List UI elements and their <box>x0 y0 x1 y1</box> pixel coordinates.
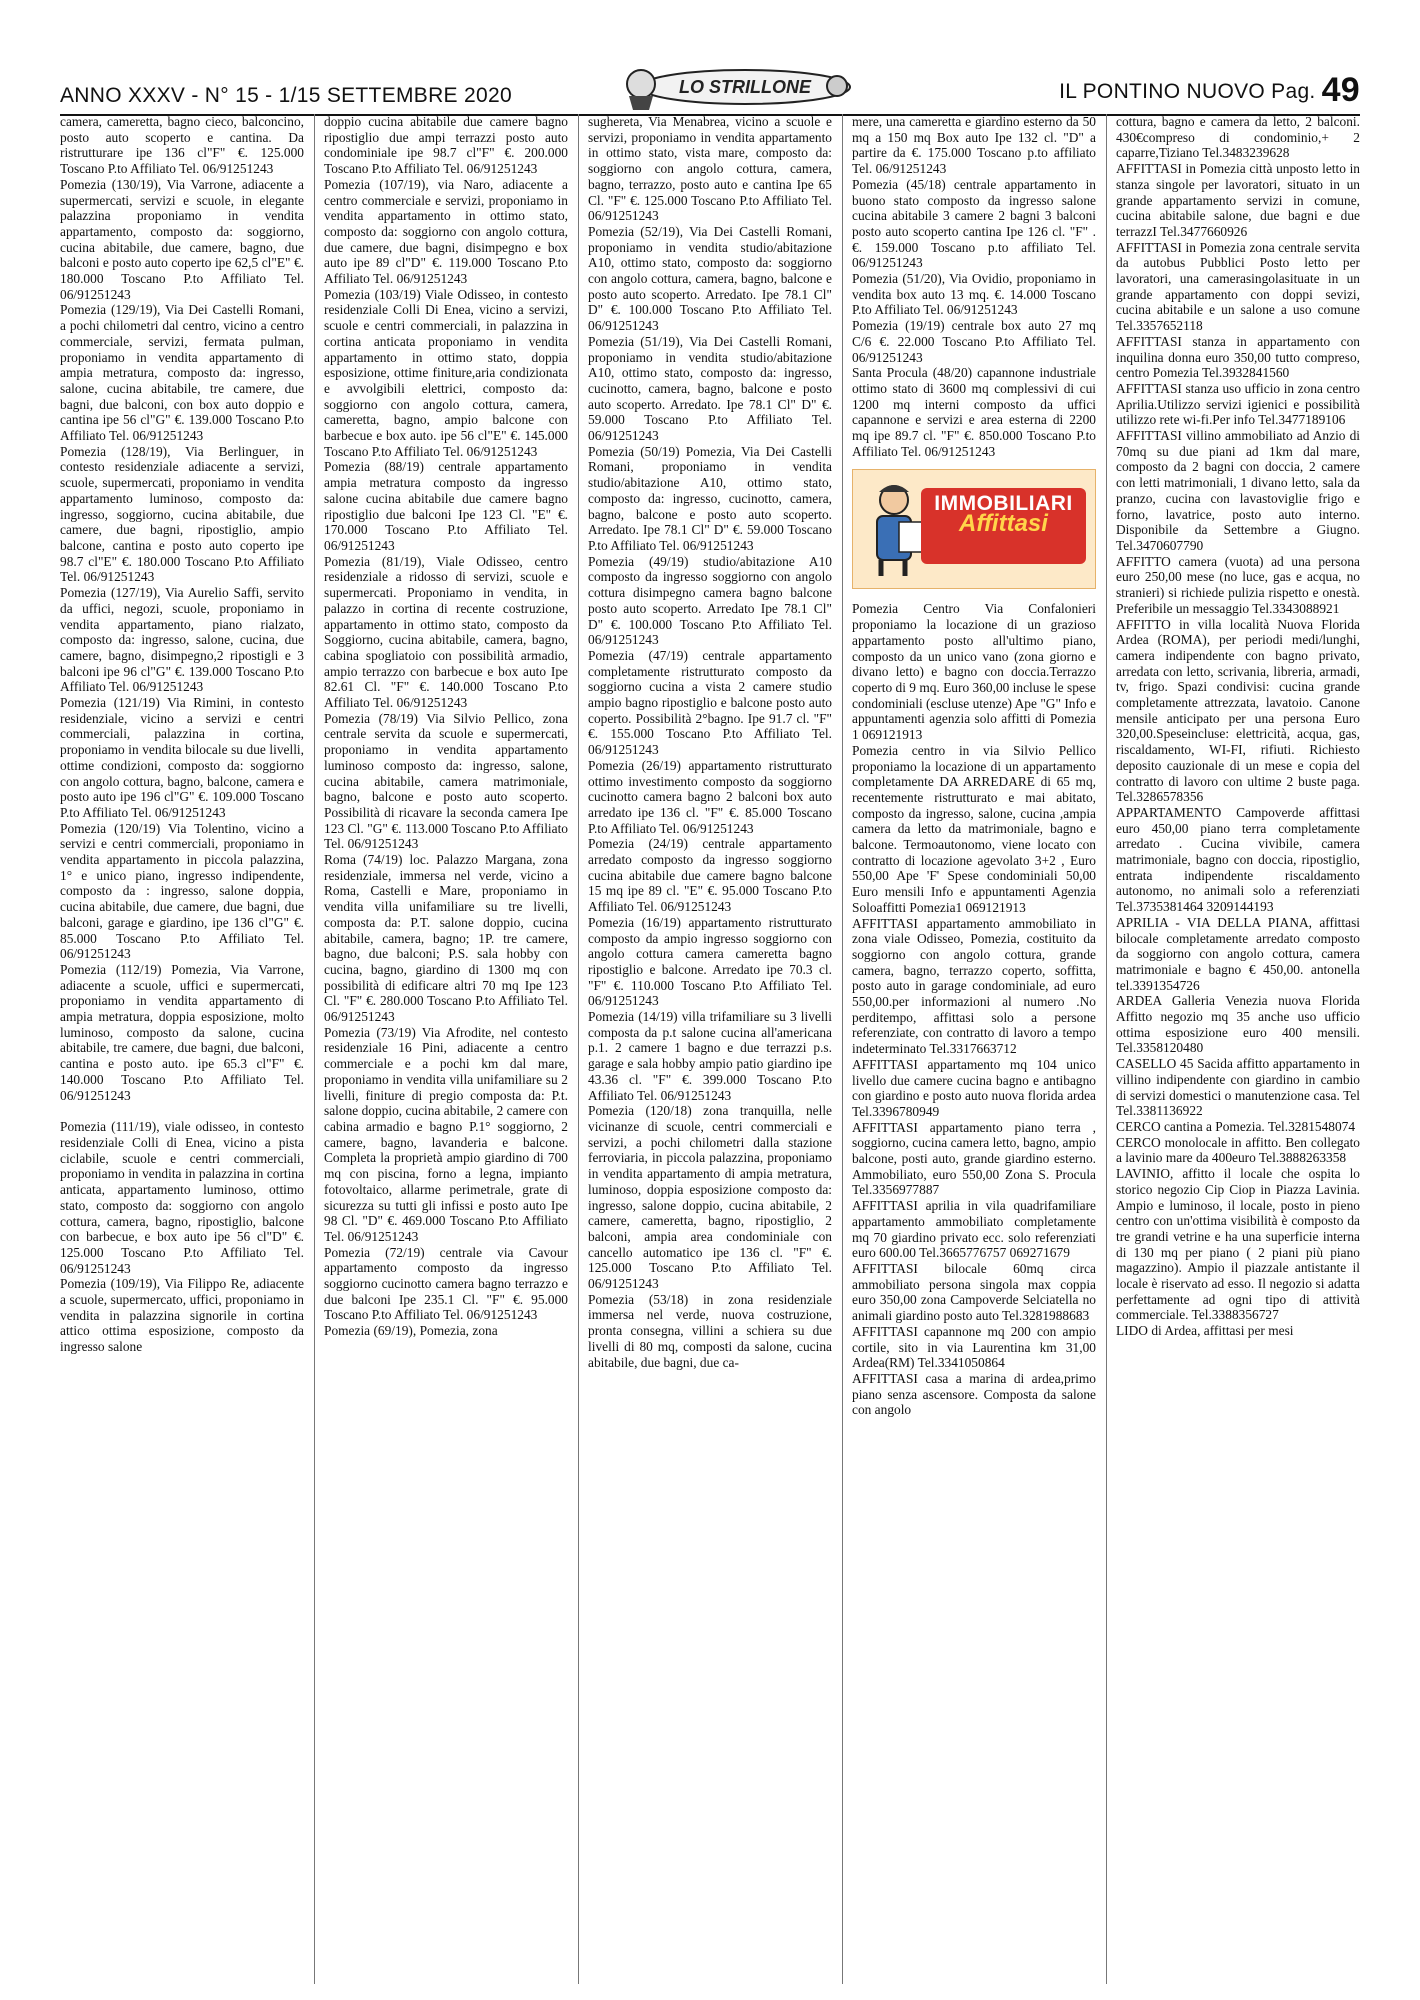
column-divider <box>578 114 579 1984</box>
classified-ad: camera, cameretta, bagno cieco, balconcino, posto auto scoperto e cantina. Da ristrutturare ipe 136 cl"F" €. 125.000 Toscano P.to Affiliato Tel. 06/91251243 <box>60 114 304 177</box>
classified-ad: Pomezia (45/18) centrale appartamento in buono stato composto da ingresso salone cucina abitabile 3 camere 2 bagni 3 balconi posto auto scoperto cantina Ipe 126 cl. "F" .€. 159.000 Toscano p.to affiliato Tel. 06/91251243 <box>852 176 1096 271</box>
classifieds-body <box>60 114 1360 1990</box>
classified-ad: Pomezia (52/19), Via Dei Castelli Romani, proponiamo in vendita studio/abitazione A10, ottimo stato, composto da: soggiorno con angolo cottura, camera, bagno, balcone e posto auto scoperto. Arredato. Ipe 78.1 Cl" D" €. 100.000 Toscano P.to Affiliato Tel. 06/91251243 <box>588 223 832 334</box>
classified-ad: Pomezia (72/19) centrale via Cavour appartamento composto da ingresso soggiorno cucinotto camera bagno terrazzo e due balconi Ipe 235.1 Cl. "F" €. 95.000 Toscano P.to Affiliato Tel. 06/91251243 <box>324 1244 568 1323</box>
classified-ad: Pomezia (49/19) studio/abitazione A10 composto da ingresso soggiorno con angolo cottura disimpegno camera bagno balcone posto auto scoperto. Arredato Ipe 78.1 Cl" D" €. 100.000 Toscano P.to Affiliato Tel. 06/91251243 <box>588 553 832 648</box>
column-divider <box>1106 114 1107 1984</box>
banner-line2: Affittasi <box>959 510 1048 538</box>
classified-ad: Pomezia (73/19) Via Afrodite, nel contesto residenziale 16 Pini, adiacente a centro commerciale e a pochi km dal mare, proponiamo in vendita villa unifamiliare su 2 livelli, finiture di pregio composta da: P.t. salone doppio, cucina abitabile, 2 camere con cabina armadio e bagno P.1° soggiorno, 2 camere, bagno, lavanderia e balcone. Completa la proprietà ampio giardino di 700 mq con piscina, forno a legna, impianto fotovoltaico, allarme perimetrale, grate di sicurezza su tutti gli infissi e posto auto Ipe 98 Cl. "D" €. 469.000 Toscano P.to Affiliato Tel. 06/91251243 <box>324 1024 568 1244</box>
classified-ad: Pomezia (107/19), via Naro, adiacente a centro commerciale e servizi, proponiamo in vendita appartamento in ottimo stato, composto da: soggiorno con angolo cottura, due camere, due bagni, disimpegno e box auto ipe 89 cl"D" €. 119.000 Toscano P.to Affiliato Tel. 06/91251243 <box>324 176 568 287</box>
classified-ad: Pomezia (112/19) Pomezia, Via Varrone, adiacente a scuole, uffici e supermercati, proponiamo in vendita appartamento di ampia metratura, doppia esposizione, molto luminoso, composto da salone, cucina abitabile, tre camere, due bagni, due balconi, cantina e posto auto. ipe 65.3 cl"F" €. 140.000 Toscano P.to Affiliato Tel. 06/91251243 <box>60 961 304 1103</box>
classified-ad: cottura, bagno e camera da letto, 2 balconi. 430€compreso di condominio,+ 2 caparre,Tiziano Tel.3483239628 <box>1116 114 1360 161</box>
classified-ad: Pomezia (53/18) in zona residenziale immersa nel verde, nuova costruzione, pronta consegna, villini a schiera su due livelli di 80 mq, composti da salone, cucina abitabile, due bagni, due ca- <box>588 1291 832 1370</box>
classified-ad: Pomezia (16/19) appartamento ristrutturato composto da ampio ingresso soggiorno con angolo cottura camera cameretta bagno ripostiglio e balcone. Arredato ipe 70.3 cl. "F" €. 110.000 Toscano P.to Affiliato Tel. 06/91251243 <box>588 914 832 1009</box>
classified-ad: Santa Procula (48/20) capannone industriale ottimo stato di 3600 mq complessivi di cui 1200 mq interni composto da uffici capannone e servizi e area esterna di 2200 mq ipe 89.7 cl. "F" €. 850.000 Toscano P.to Affiliato Tel. 06/91251243 <box>852 365 1096 459</box>
classified-ad: LAVINIO, affitto il locale che ospita lo storico negozio Cip Ciop in Piazza Lavinia. Ampio e luminoso, il locale, posto in pieno centro con un'ottima visibilità è composto da tre grandi vetrine e ha una superficie interna di 130 mq per piano ( 2 piani più piano magazzino). Ampio il piazzale antistante il locale è riservato ad esso. Il negozio si adatta perfettamente ad ogni tipo di attività commerciale. Tel.3388356727 <box>1116 1166 1360 1323</box>
classified-ad: AFFITTASI appartamento mq 104 unico livello due camere cucina bagno e antibagno con giardino e posto auto nuova florida ardea Tel.3396780949 <box>852 1056 1096 1119</box>
svg-text:LO STRILLONE: LO STRILLONE <box>679 77 811 97</box>
column-divider <box>842 114 843 1984</box>
classified-ad: CASELLO 45 Sacida affitto appartamento in villino indipendente con giardino in cambio di servizi domestici o manutenzione casa. Tel Tel.3381136922 <box>1116 1056 1360 1119</box>
classified-ad: Pomezia (111/19), viale odisseo, in contesto residenziale Colli di Enea, vicino a pista ciclabile, scuole e centri commerciali, proponiamo in vendita in palazzina in cortina anticata, appartamento luminoso, ottimo stato, composto da: soggiorno con angolo cottura, camera, bagno, ripostiglio, balcone con barbecue, e box auto ipe 56 cl"D" €. 125.000 Toscano P.to Affiliato Tel. 06/91251243 <box>60 1119 304 1276</box>
classified-ad: Pomezia (120/18) zona tranquilla, nelle vicinanze di scuole, centri commerciali e servizi, a pochi chilometri dalla stazione ferroviaria, in piccola palazzina, proponiamo in vendita appartamento di ampia metratura, luminoso, doppia esposizione composto da: ingresso, salone doppio, cucina abitabile, 2 camere, cameretta, bagno, ripostiglio, 2 balconi, ampia area condominiale con cancello automatico ipe 136 cl. "F" €. 125.000 Toscano P.to Affiliato Tel. 06/91251243 <box>588 1103 832 1292</box>
classified-ad: ARDEA Galleria Venezia nuova Florida Affitto negozio mq 35 anche uso ufficio ottima esposizione euro 400 mensili. Tel.3358120480 <box>1116 993 1360 1056</box>
classified-ad: AFFITTASI in Pomezia zona centrale servita da autobus Pubblici Posto letto per lavoratori, una camerasingolasituate in un grande appartamento con doppi sevizi, cucina abitabile e un salone a uso comune Tel.3357652118 <box>1116 239 1360 334</box>
classified-ad: Pomezia (24/19) centrale appartamento arredato composto da ingresso soggiorno cucina abitabile due camere bagno balcone 15 mq ipe 89 cl. "E" €. 95.000 Toscano P.to Affiliato Tel. 06/91251243 <box>588 836 832 915</box>
classified-ad: AFFITTASI capannone mq 200 con ampio cortile, sito in via Laurentina km 31,00 Ardea(RM) Tel.3341050864 <box>852 1323 1096 1371</box>
classified-ad: AFFITTASI aprilia in vila quadrifamiliare appartamento ammobiliato completamente mq 70 giardino privato ecc. solo referenziati euro 600.00 Tel.3665776757 069271679 <box>852 1198 1096 1261</box>
classified-ad: Roma (74/19) loc. Palazzo Margana, zona residenziale, immersa nel verde, vicino a Roma, Castelli e Mare, proponiamo in vendita villa unifamiliare su tre livelli, composta da: P.T. salone doppio, cucina abitabile, camera, bagno; 1P. tre camere, bagno, due balconi; P.S. sala hobby con cucina, bagno, giardino di 1300 mq con possibilità di edificare altri 70 mq Ipe 123 Cl. "F" €. 280.000 Toscano P.to Affiliato Tel. 06/91251243 <box>324 852 568 1025</box>
strillone-logo-icon <box>615 60 855 112</box>
classified-ad: LIDO di Ardea, affittasi per mesi <box>1116 1323 1294 1339</box>
classified-ad: Pomezia (109/19), Via Filippo Re, adiacente a scuole, supermercato, uffici, proponiamo in vendita in palazzina signorile in cortina attico ottima esposizione, composto da ingresso salone <box>60 1276 304 1355</box>
classified-ad: Pomezia (121/19) Via Rimini, in contesto residenziale, vicino a servizi e centri commerciali, palazzina in cortina, proponiamo in vendita bilocale su due livelli, ottime condizioni, composto da: soggiorno con angolo cottura, bagno, balcone, camera e posto auto ipe 196 cl"G" €. 109.000 Toscano P.to Affiliato Tel. 06/91251243 <box>60 695 304 820</box>
classified-ad: APPARTAMENTO Campoverde affittasi euro 450,00 piano terra completamente arredato . Cucina vivibile, camera matrimoniale, bagno con doccia, ripostiglio, entrata indipendente riscaldamento autonomo, no animali solo a referenziati Tel.3735381464 3209144193 <box>1116 804 1360 915</box>
classified-ad: Pomezia (69/19), Pomezia, zona <box>324 1323 498 1339</box>
classified-ad: AFFITTASI stanza in appartamento con inquilina donna euro 350,00 tutto compreso, centro Pomezia Tel.3932841560 <box>1116 333 1360 381</box>
classified-ad: Pomezia (127/19), Via Aurelio Saffi, servito da uffici, negozi, scuole, proponiamo in vendita appartamento, piano rialzato, composto da: ingresso, salone, cucina, due camere, bagno, disimpegno,2 ripostigli e 3 balconi ipe 96 cl"G" €. 139.000 Toscano P.to Affiliato Tel. 06/91251243 <box>60 585 304 695</box>
classified-ad: Pomezia (51/20), Via Ovidio, proponiamo in vendita box auto 13 mq. €. 14.000 Toscano P.to Affiliato Tel. 06/91251243 <box>852 271 1096 318</box>
classified-ad: AFFITTASI casa a marina di ardea,primo piano senza ascensore. Composta da salone con angolo <box>852 1370 1096 1418</box>
classified-ad: Pomezia (128/19), Via Berlinguer, in contesto residenziale adiacente a servizi, scuole, supermercati, proponiamo in vendita appartamento luminoso, composto da: ingresso, soggiorno, cucina abitabile, due camere, due bagni, ripostiglio, ampio balcone, cantina e posto auto coperto ipe 98.7 cl"E" €. 180.000 Toscano P.to Affiliato Tel. 06/91251243 <box>60 443 304 585</box>
classified-ad: AFFITTO in villa località Nuova Florida Ardea (ROMA), per periodi medi/lunghi, camera indipendente con bagno privato, arredata con letto, scrivania, libreria, armadi, tv, frigo. Spazi condivisi: cucina grande completamente attrezzata, lavatoio. Canone mensile anticipato per una persona Euro 320,00.Speseincluse: elettricità, acqua, gas, riscaldamento, WI-FI, rifiuti. Richiesto deposito cauzionale di un mese e copia del contratto di lavoro con ultime 2 buste paga. Tel.3286578356 <box>1116 616 1360 805</box>
classified-ad: Pomezia (47/19) centrale appartamento completamente ristrutturato composto da soggiorno cucina a vista 2 camere studio ampio bagno ripostiglio e balcone posto auto coperto. Possibilità 2°bagno. Ipe 91.7 cl. "F" €. 155.000 Toscano P.to Affiliato Tel. 06/91251243 <box>588 647 832 758</box>
page-number: 49 <box>1321 71 1360 109</box>
classified-ad: Pomezia (78/19) Via Silvio Pellico, zona centrale servita da scuole e supermercati, proponiamo in vendita appartamento luminoso composto da: ingresso, salone, cucina abitabile, camera matrimoniale, bagno, balcone e posto auto scoperto. Possibilità di ricavare la seconda camera Ipe 123 Cl. "G" €. 113.000 Toscano P.to Affiliato Tel. 06/91251243 <box>324 710 568 852</box>
column-1 <box>60 114 304 1984</box>
classified-ad: Pomezia (88/19) centrale appartamento ampia metratura composto da ingresso salone cucina abitabile due camere bagno ripostiglio due balconi Ipe 123 Cl. "E" €. 170.000 Toscano P.to Affiliato Tel. 06/91251243 <box>324 459 568 553</box>
classified-ad: Pomezia (129/19), Via Dei Castelli Romani, a pochi chilometri dal centro, vicino a centro commerciale, servizi, fermata pulman, proponiamo in vendita appartamento di ampia metratura, composto da: ingresso, salone, cucina abitabile, tre camere, due bagni, due balconi, con box auto doppio e cantina ipe 56 cl"G" €. 139.000 Toscano P.to Affiliato Tel. 06/91251243 <box>60 302 304 444</box>
classified-ad: Pomezia (50/19) Pomezia, Via Dei Castelli Romani, proponiamo in vendita studio/abitazione A10, ottimo stato, composto da: ingresso, cucinotto, camera, bagno, balcone e posto auto scoperto. Arredato. Ipe 78.1 Cl" D" €. 59.000 Toscano P.to Affiliato Tel. 06/91251243 <box>588 443 832 553</box>
classified-ad: AFFITTASI stanza uso ufficio in zona centro Aprilia.Utilizzo servizi igienici e possibilità utilizzo rete wi-fi.Per info Tel.3477189106 <box>1116 380 1360 428</box>
classified-ad: Pomezia (81/19), Viale Odisseo, centro residenziale a ridosso di servizi, scuole e supermercati. Proponiamo in vendita, in palazzo in cortina di recente costruzione, appartamento in ottimo stato, composto da Soggiorno, cucina abitabile, camera, bagno, cabina spogliatoio con possibilità armadio, ampio terrazzo con barbecue e box auto Ipe 82.61 Cl. "F" €. 140.000 Toscano P.to Affiliato Tel. 06/91251243 <box>324 553 568 711</box>
newsboy-icon <box>859 478 929 578</box>
column-3 <box>588 114 832 1984</box>
classified-ad: AFFITTASI in Pomezia città unposto letto in stanza singole per lavoratori, situato in un grande appartamento servizi in comune, cucina abitabile salone, due bagni e due terrazzI Tel.3477660926 <box>1116 161 1360 239</box>
classified-ad: AFFITTASI appartamento ammobiliato in zona viale Odisseo, Pomezia, costituito da soggiorno con angolo cottura, grande camera, bagno, terrazzo coperto, soffitta, posto auto in garage condominiale, ad euro 550,00.per informazioni al numero .No perditempo, affittasi solo a persone referenziate, con contratto di lavoro a tempo indeterminato Tel.3317663712 <box>852 915 1096 1057</box>
classified-ad: AFFITTASI bilocale 60mq circa ammobiliato persona singola max coppia euro 350,00 zona Campoverde Selciatella no animali giardino posto auto Tel.3281988683 <box>852 1261 1096 1324</box>
classified-ad: Pomezia (19/19) centrale box auto 27 mq C/6 €. 22.000 Toscano P.to Affiliato Tel. 06/91251243 <box>852 318 1096 365</box>
column-5 <box>1116 114 1360 1984</box>
classified-ad: Pomezia (120/19) Via Tolentino, vicino a servizi e centri commerciali, proponiamo in vendita appartamento in piccola palazzina, 1° e unico piano, ingresso indipendente, composto da : ingresso, salone doppia, cucina abitabile, due camere, due bagni, due balconi, garage e giardino, ipe 136 cl"G" €. 85.000 Toscano P.to Affiliato Tel. 06/91251243 <box>60 820 304 962</box>
banner-line1: IMMOBILIARI <box>934 492 1073 516</box>
classified-ad: APRILIA - VIA DELLA PIANA, affittasi bilocale completamente arredato composto da soggiorno con angolo cottura, camera matrimoniale e bagno € 450,00. antonella tel.3391354726 <box>1116 914 1360 993</box>
masthead-title: IL PONTINO NUOVO Pag. <box>1059 80 1316 103</box>
classified-ad: CERCO cantina a Pomezia. Tel.3281548074 <box>1116 1119 1356 1134</box>
column-2 <box>324 114 568 1984</box>
classified-ad: Pomezia (51/19), Via Dei Castelli Romani, proponiamo in vendita studio/abitazione A10, ottimo stato, composto da: ingresso, cucinotto, camera, bagno, balcone e posto auto scoperto. Arredato. Ipe 78.1 Cl" D" €. 59.000 Toscano P.to Affiliato Tel. 06/91251243 <box>588 333 832 444</box>
classified-ad: Pomezia (14/19) villa trifamiliare su 3 livelli composta da p.t salone cucina all'americana p.1. 2 camere 1 bagno e due terrazzi p.s. garage e sala hobby ampio patio giardino ipe 43.36 cl. "F" €. 399.000 Toscano P.to Affiliato Tel. 06/91251243 <box>588 1009 832 1103</box>
classified-ad: AFFITTASI appartamento piano terra , soggiorno, cucina camera letto, bagno, ampio balcone, posti auto, grande giardino esterno. Ammobiliato, euro 550,00 Zona S. Procula Tel.3356977887 <box>852 1119 1096 1198</box>
classified-ad: Pomezia (26/19) appartamento ristrutturato ottimo investimento composto da soggiorno cucinotto camera bagno 2 balconi box auto arredato ipe 136 cl. "F" €. 85.000 Toscano P.to Affiliato Tel. 06/91251243 <box>588 757 832 836</box>
classified-ad: Pomezia (103/19) Viale Odisseo, in contesto residenziale Colli Di Enea, vicino a servizi, scuole e centri commerciali, in palazzina in cortina anticata proponiamo in vendita appartamento in ottimo stato, doppia esposizione, ottime finiture,aria condizionata e avvolgibili elettrici, composto da: soggiorno con angolo cottura, camera, cameretta, bagno, ampio balcone con barbecue e box auto. ipe 56 cl"E" €. 145.000 Toscano P.to Affiliato Tel. 06/91251243 <box>324 286 568 459</box>
banner-label <box>921 488 1086 564</box>
classified-ad: mere, una cameretta e giardino esterno da 50 mq a 150 mq Box auto Ipe 132 cl. "D" a partire da €. 175.000 Toscano p.to affiliato Tel. 06/91251243 <box>852 114 1096 177</box>
classified-ad: sughereta, Via Menabrea, vicino a scuole e servizi, proponiamo in vendita appartamento in ottimo stato, vista mare, composto da: soggiorno con angolo cottura, camera, bagno, terrazzo, posto auto e cantina Ipe 65 Cl. "F" €. 125.000 Toscano P.to Affiliato Tel. 06/91251243 <box>588 114 832 224</box>
issue-info: ANNO XXXV - N° 15 - 1/15 SETTEMBRE 2020 <box>60 84 512 107</box>
classified-ad: AFFITTO camera (vuota) ad una persona euro 250,00 mese (no luce, gas e acqua, no stranieri) si richiede pulizia rispetto e onestà. Preferibile un messaggio Tel.3343088921 <box>1116 553 1360 616</box>
classified-ad: CERCO monolocale in affitto. Ben collegato a lavinio mare da 400euro Tel.3888263358 <box>1116 1134 1360 1166</box>
page-header <box>60 68 1360 116</box>
column-divider <box>314 114 315 1984</box>
column-4 <box>852 114 1096 1984</box>
classified-ad: Pomezia (130/19), Via Varrone, adiacente a supermercati, servizi e scuole, in elegante palazzina proponiamo in vendita appartamento, composto da: soggiorno, cucina abitabile, due camere, bagno, due balconi e posto auto coperto ipe 62,5 cl"E" €. 180.000 Toscano P.to Affiliato Tel. 06/91251243 <box>60 176 304 302</box>
classified-ad: doppio cucina abitabile due camere bagno ripostiglio due ampi terrazzi posto auto condominiale ipe 98.7 cl"F" €. 200.000 Toscano P.to Affiliato Tel. 06/91251243 <box>324 114 568 177</box>
classified-ad: Pomezia centro in via Silvio Pellico proponiamo la locazione di un appartamento completamente DA ARREDARE di 65 mq, recentemente ristrutturato e mai abitato, composto da ingresso, salone, cucina ,ampia camera da letto da matrimoniale, bagno e balcone. Termoautonomo, viene locato con contratto di locazione agevolato 3+2 , Euro 550,00 Ape 'F' Spese condominiali 50,00 Euro mensili Info e appuntamenti Agenzia Soloaffitti Pomezia1 069121913 <box>852 742 1096 915</box>
classified-ad: AFFITTASI villino ammobiliato ad Anzio di 70mq su due piani ad 1km dal mare, composto da 2 bagni con doccia, 2 camere con letti matrimoniali, 1 divano letto, sala da pranzo, cucina con lavastoviglie frigo e forno, lavatrice, posto auto interno. Disponibile da Settembre a Giugno. Tel.3470607790 <box>1116 428 1360 553</box>
immobiliari-affittasi-banner <box>852 469 1096 589</box>
masthead <box>1059 71 1360 110</box>
classified-ad: Pomezia Centro Via Confalonieri proponiamo la locazione di un grazioso appartamento posto all'ultimo piano, composto da un unico vano (zona giorno e divano letto) e bagno con doccia.Terrazzo coperto di 9 mq. Euro 360,00 incluse le spese condominiali (escluse utenze) Ape "G" Info e appuntamenti agenzia solo affitti di Pomezia 1 069121913 <box>852 601 1096 743</box>
